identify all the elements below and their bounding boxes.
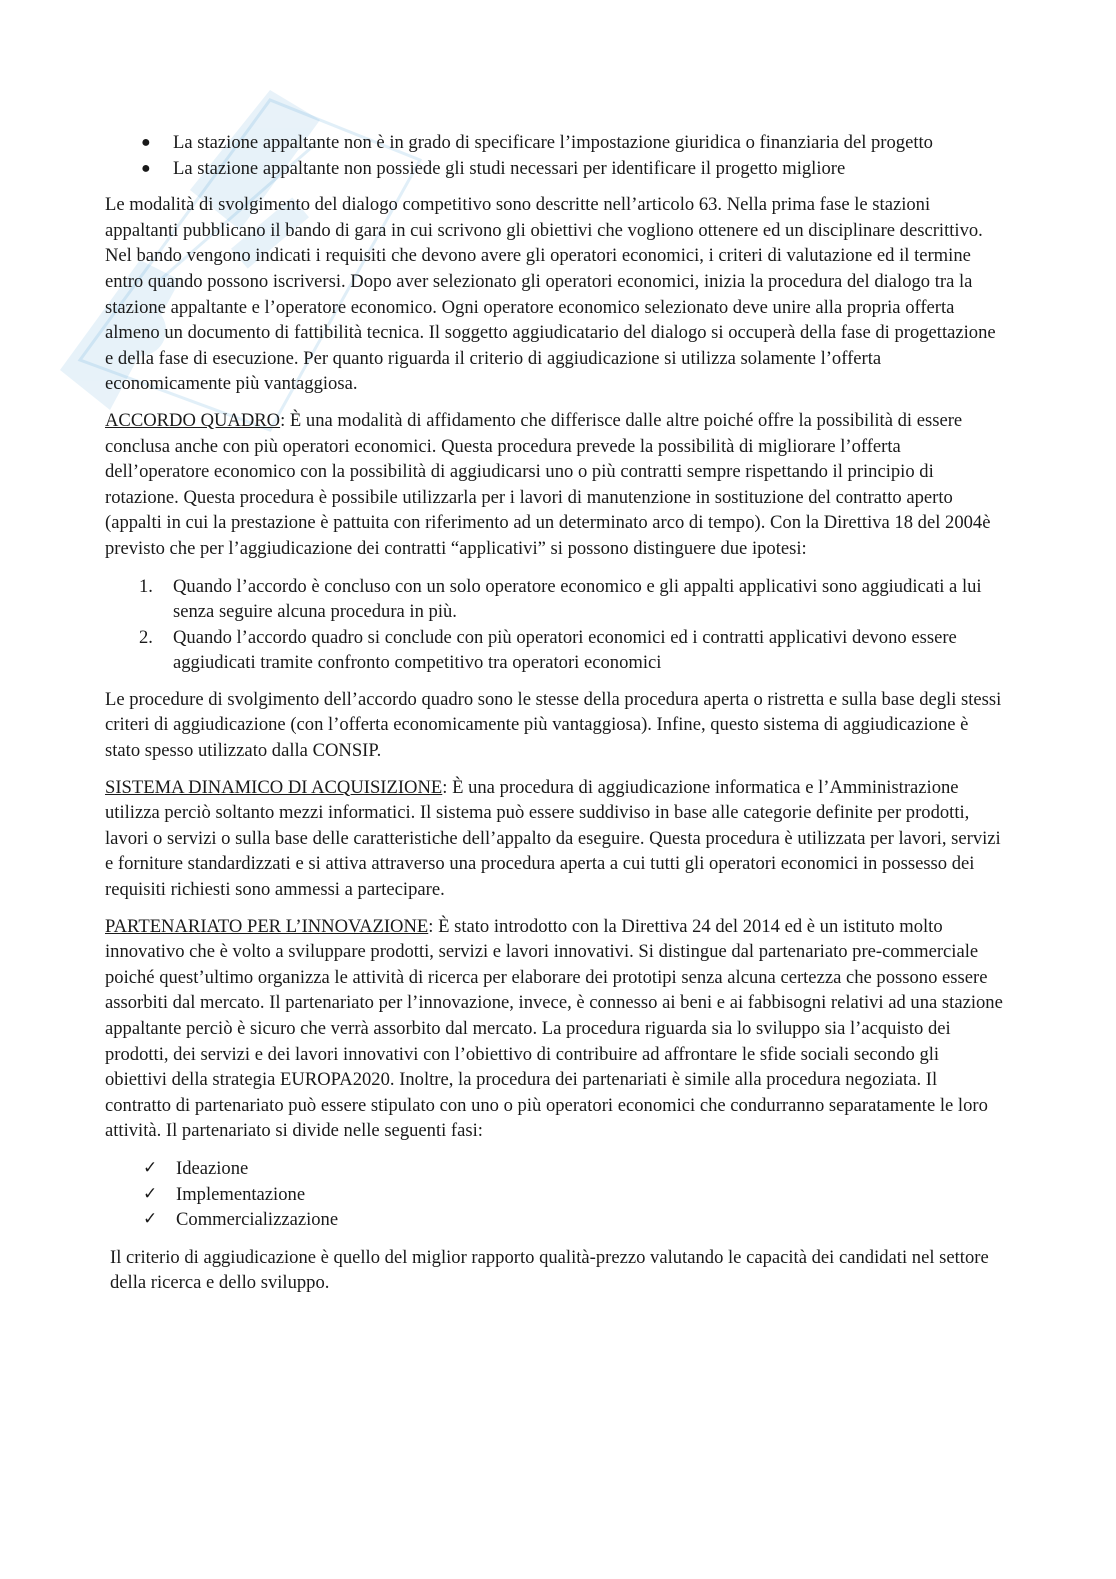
list-item bbox=[105, 574, 1005, 625]
list-item bbox=[105, 1156, 1005, 1182]
partenariato-text: : È stato introdotto con la Direttiva 24 del 2014 ed è un istituto molto innovativo che è volto a sviluppare prodotti, servizi e lavori innovativi. Si distingue dal partenariato pre-commerciale poiché quest’ultimo organizza le attività di ricerca per elaborare dei prototipi senza alcuna certezza che possono essere assorbiti dal mercato. Il partenariato per l’innovazione, invece, è connesso ai beni e ai fabbisogni relativi ad una stazione appaltante perciò è sicuro che verrà assorbito dal mercato. La procedura riguarda sia lo sviluppo sia l’acquisto dei prodotti, dei servizi e dei lavori innovativi con l’obiettivo di contribuire ad affrontare le sfide sociali secondo gli obiettivi della strategia EUROPA2020. Inoltre, la procedura dei partenariati è simile alla procedura negoziata. Il contratto di partenariato può essere stipulato con uno o più operatori economici che condurranno separatamente le loro attività. Il partenariato si divide nelle seguenti fasi: bbox=[105, 915, 1003, 1142]
accordo-closing-paragraph: Le procedure di svolgimento dell’accordo quadro sono le stesse della procedura aperta o ristretta e sulla base degli stessi criteri di aggiudicazione (con l’offerta economicamente più vantaggiosa). Infine, questo sistema di aggiudicazione è stato spesso utilizzato dalla CONSIP. bbox=[105, 688, 1002, 762]
accordo-paragraph bbox=[105, 408, 1005, 562]
intro-bullet-list bbox=[105, 130, 1005, 181]
list-item-text: Quando l’accordo è concluso con un solo operatore economico e gli appalti applicativi sono aggiudicati a lui senza seguire alcuna procedura in più. bbox=[173, 575, 982, 623]
list-item-text: Commercializzazione bbox=[176, 1209, 339, 1231]
document-page bbox=[105, 130, 1005, 1296]
accordo-text: : È una modalità di affidamento che differisce dalle altre poiché offre la possibilità di essere conclusa anche con più operatori economici. Questa procedura prevede la possibilità di migliorare l’offerta dell’operatore economico con la possibilità di aggiudicarsi uno o più contratti sempre rispettando il principio di rotazione. Questa procedura è possibile utilizzarla per i lavori di manutenzione in sostituzione del contratto aperto (appalti in cui la prestazione è pattuita con riferimento ad un determinato arco di tempo). Con la Direttiva 18 del 2004è previsto che per l’aggiudicazione dei contratti “applicativi” si possono distinguere due ipotesi: bbox=[105, 409, 991, 559]
phases-checklist bbox=[105, 1156, 1005, 1233]
accordo-heading: ACCORDO QUADRO bbox=[105, 409, 281, 431]
list-item-text: La stazione appaltante non possiede gli studi necessari per identificare il progetto migliore bbox=[173, 157, 846, 179]
list-item-text: La stazione appaltante non è in grado di specificare l’impostazione giuridica o finanziaria del progetto bbox=[173, 132, 933, 153]
list-number: 2. bbox=[139, 626, 153, 648]
sistema-text: : È una procedura di aggiudicazione informatica e l’Amministrazione utilizza perciò soltanto mezzi informatici. Il sistema può essere suddiviso in base alle categorie definite per prodotti, lavori o servizi o sulla base delle caratteristiche dell’appalto da eseguire. Questa procedura è utilizzata per lavori, servizi e forniture standardizzati e si attiva attraverso una procedura aperta a cui tutti gli operatori economici in possesso dei requisiti richiesti sono ammessi a partecipare. bbox=[105, 776, 1001, 901]
sistema-heading: SISTEMA DINAMICO DI ACQUISIZIONE bbox=[105, 776, 443, 798]
list-item bbox=[105, 1182, 1005, 1208]
partenariato-heading: PARTENARIATO PER L’INNOVAZIONE bbox=[105, 915, 429, 937]
list-item bbox=[105, 1207, 1005, 1233]
checkmark-icon: ✓ bbox=[143, 1209, 158, 1230]
list-item bbox=[105, 130, 1005, 156]
sistema-paragraph bbox=[105, 775, 1005, 903]
list-number: 1. bbox=[139, 575, 153, 597]
bullet-icon: ● bbox=[141, 159, 151, 177]
list-item bbox=[105, 156, 1005, 182]
list-item bbox=[105, 625, 1005, 676]
bullet-icon: ● bbox=[141, 134, 151, 151]
list-item-text: Implementazione bbox=[176, 1183, 306, 1205]
accordo-numbered-list bbox=[105, 574, 1005, 676]
checkmark-icon: ✓ bbox=[143, 1157, 158, 1178]
list-item-text: Ideazione bbox=[176, 1157, 249, 1179]
dialogo-paragraph: Le modalità di svolgimento del dialogo competitivo sono descritte nell’articolo 63. Nella prima fase le stazioni appaltanti pubblicano il bando di gara in cui scrivono gli obiettivi che vogliono ottenere ed un disciplinare descrittivo. Nel bando vengono indicati i requisiti che devono avere gli operatori economici, i criteri di valutazione ed il termine entro quando possono iscriversi. Dopo aver selezionato gli operatori economici, inizia la procedura del dialogo tra la stazione appaltante e l’operatore economico. Ogni operatore economico selezionato deve unire alla propria offerta almeno un documento di fattibilità tecnica. Il soggetto aggiudicatario del dialogo si occuperà della fase di progettazione e della fase di esecuzione. Per quanto riguarda il criterio di aggiudicazione si utilizza solamente l’offerta economicamente più vantaggiosa. bbox=[105, 194, 996, 395]
checkmark-icon: ✓ bbox=[143, 1183, 158, 1204]
final-paragraph: Il criterio di aggiudicazione è quello del miglior rapporto qualità-prezzo valutando le capacità dei candidati nel settore della ricerca e dello sviluppo. bbox=[110, 1246, 989, 1294]
list-item-text: Quando l’accordo quadro si conclude con più operatori economici ed i contratti applicativi devono essere aggiudicati tramite confronto competitivo tra operatori economici bbox=[173, 626, 957, 674]
partenariato-paragraph bbox=[105, 914, 1005, 1144]
